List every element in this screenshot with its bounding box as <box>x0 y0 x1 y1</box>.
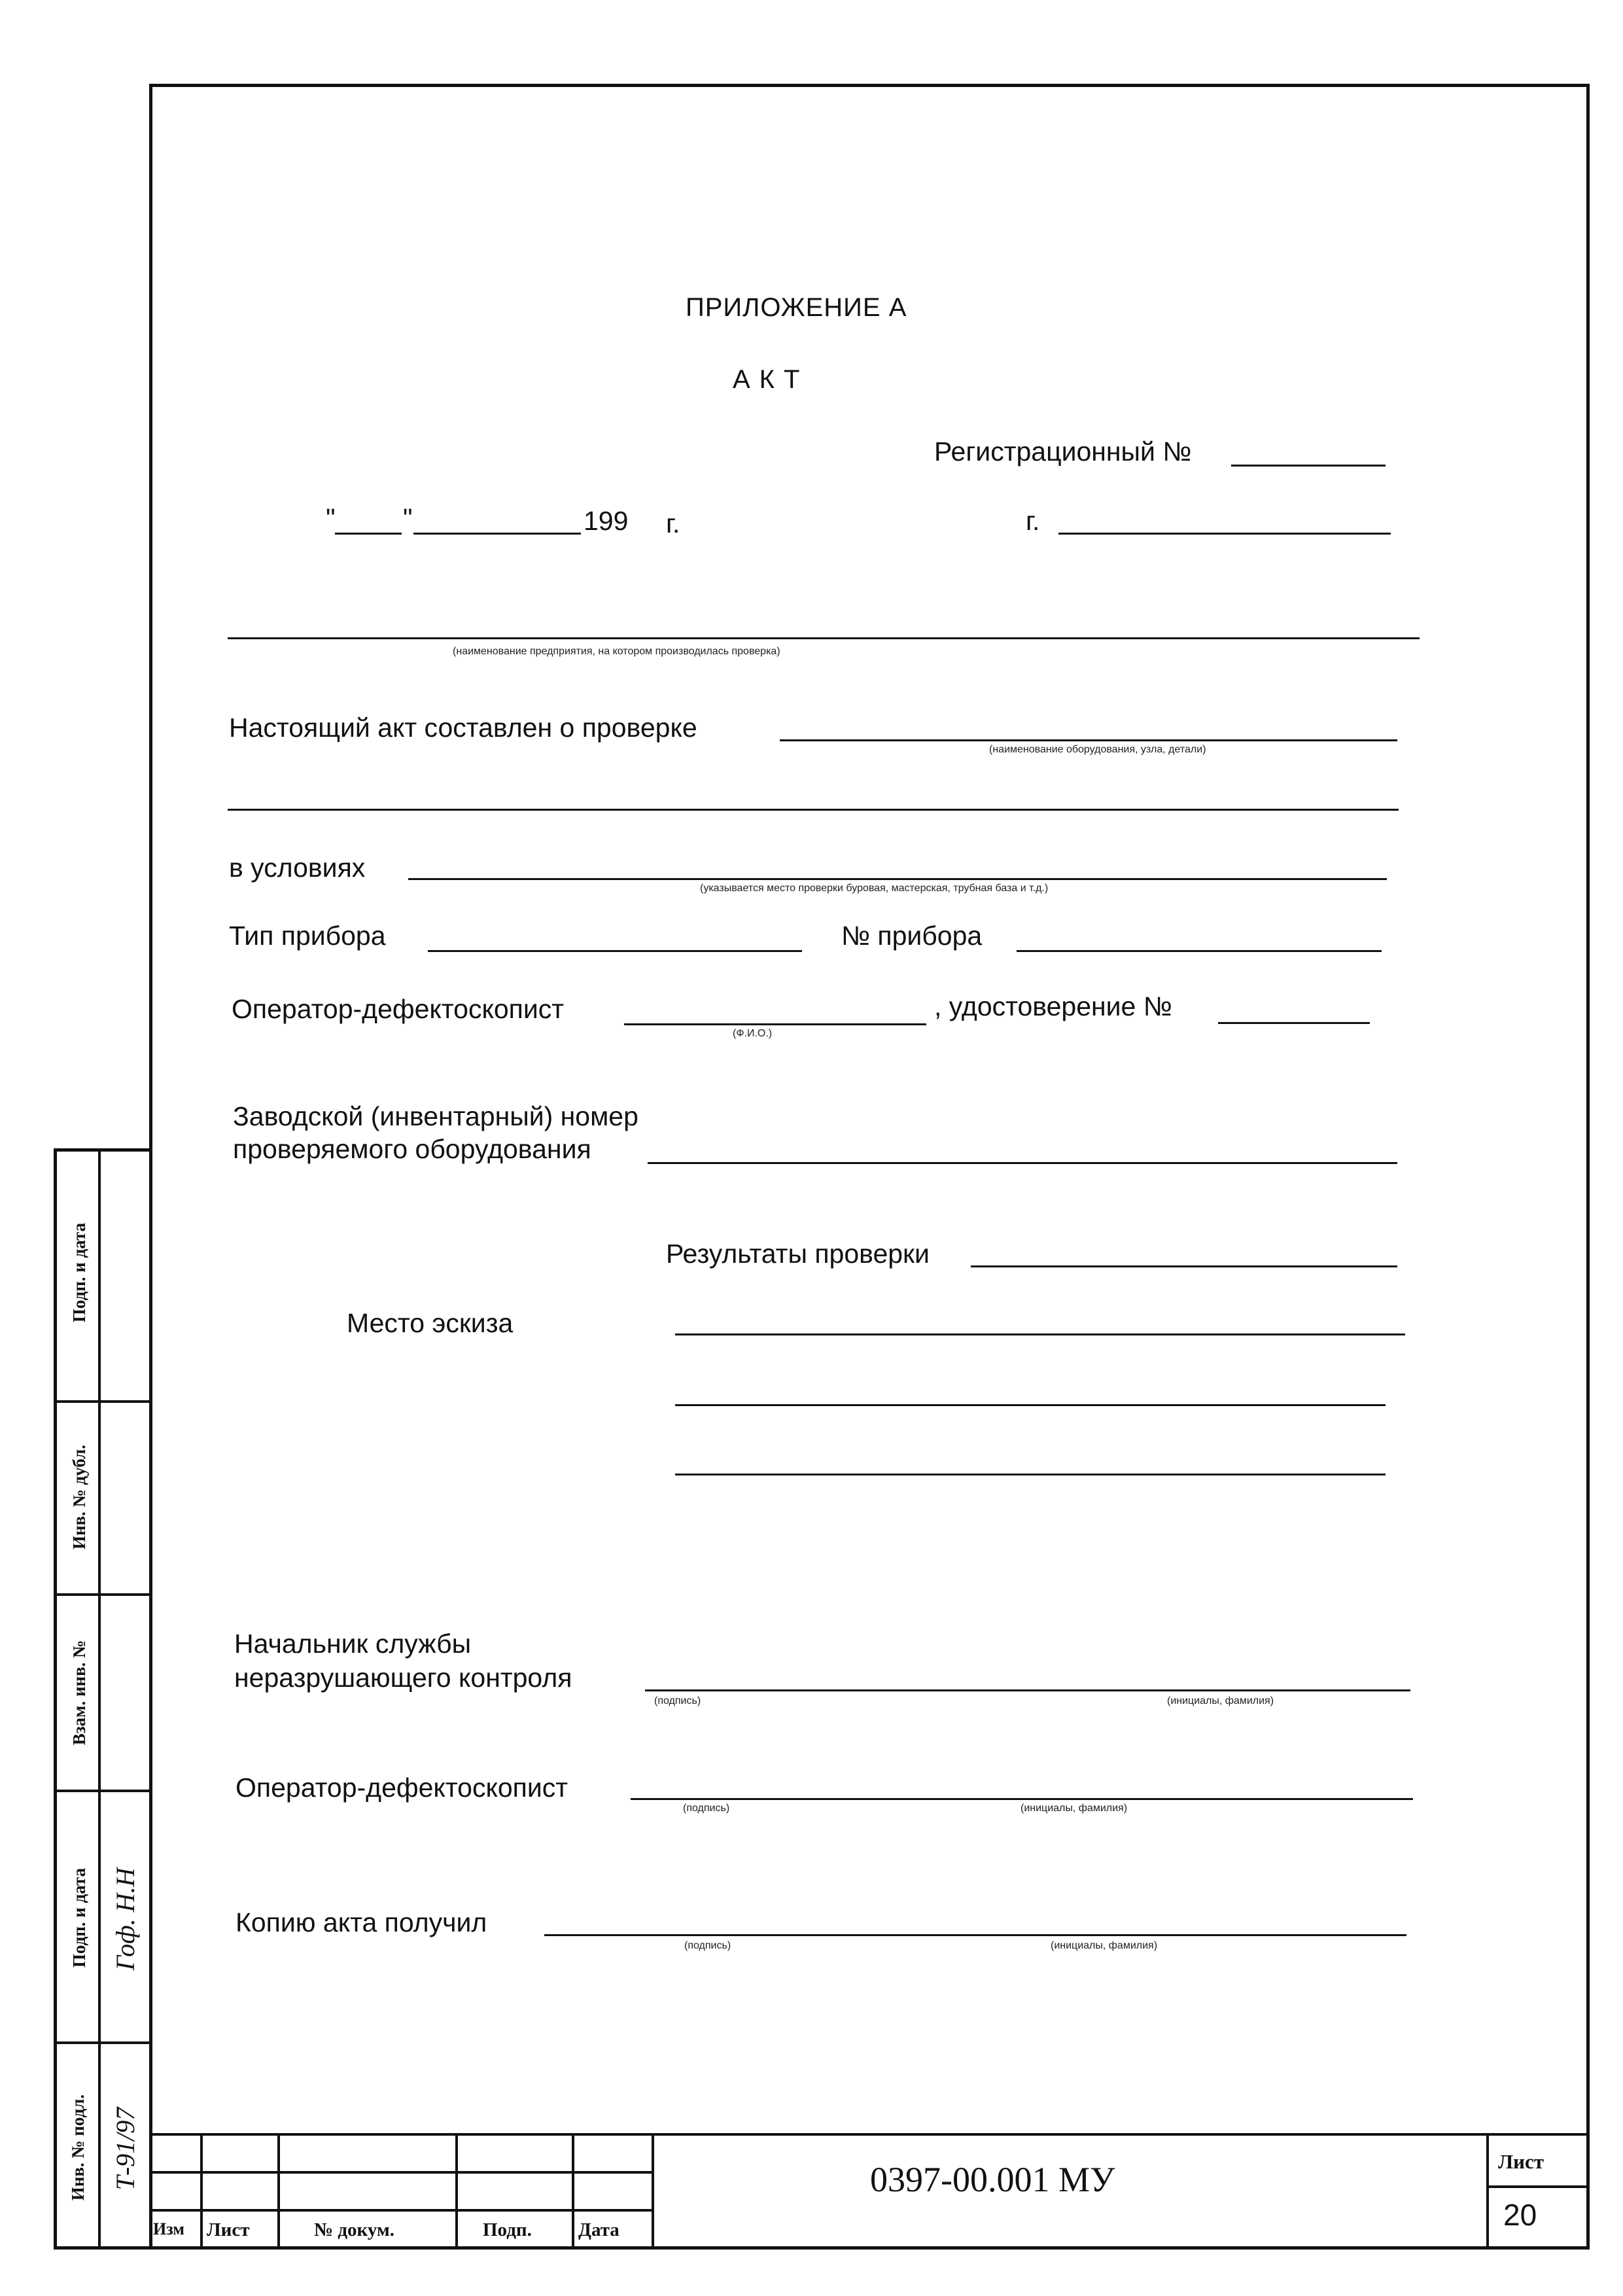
device-no-label: № прибора <box>841 921 983 951</box>
city-field[interactable] <box>1058 533 1391 535</box>
chief-label-2: неразрушающего контроля <box>234 1663 572 1693</box>
appendix-title: ПРИЛОЖЕНИЕ А <box>686 293 907 322</box>
device-type-field[interactable] <box>428 950 802 952</box>
date-day-field[interactable] <box>335 533 402 535</box>
tb-sheet-row-line <box>1486 2185 1590 2188</box>
title-block-top <box>149 2133 1590 2136</box>
side-label-podp-data-2: Подп. и дата <box>69 1867 89 1968</box>
device-type-label: Тип прибора <box>229 921 386 951</box>
date-quote-close: " <box>403 503 413 533</box>
date-quote-open: " <box>326 503 336 533</box>
device-no-field[interactable] <box>1017 950 1382 952</box>
date-year-prefix: 199 <box>584 506 629 536</box>
sketch-label: Место эскиза <box>347 1308 514 1338</box>
results-label: Результаты проверки <box>666 1239 930 1269</box>
side-inv-value: Т-91/97 <box>111 2107 140 2191</box>
check-label: Настоящий акт составлен о проверке <box>229 713 697 743</box>
conditions-caption: (указывается место проверки буровая, мастерская, трубная база и т.д.) <box>700 883 1049 894</box>
tb-col-docnum: № докум. <box>314 2219 394 2240</box>
side-stamp-divider <box>98 1148 101 2250</box>
tb-col-line <box>455 2133 458 2250</box>
side-label-inv-podl: Инв. № подл. <box>68 2094 88 2201</box>
chief-label-1: Начальник службы <box>234 1629 472 1659</box>
copy-sign-caption: (подпись) <box>684 1940 731 1951</box>
operator-sign-caption: (подпись) <box>683 1803 730 1814</box>
tb-col-data: Дата <box>578 2219 620 2240</box>
results-field-2[interactable] <box>675 1333 1405 1335</box>
check-field-line-2[interactable] <box>228 809 1399 811</box>
tb-col-line <box>652 2133 654 2250</box>
side-stamp-row-line <box>54 1790 152 1792</box>
results-field-4[interactable] <box>675 1474 1386 1475</box>
operator-field[interactable] <box>624 1023 926 1025</box>
date-year-suffix: г. <box>666 508 680 539</box>
side-label-podp-data-1: Подп. и дата <box>69 1222 89 1323</box>
enterprise-field[interactable] <box>228 637 1420 639</box>
certificate-field[interactable] <box>1218 1022 1370 1024</box>
serial-field[interactable] <box>648 1162 1397 1164</box>
operator-sign-label: Оператор-дефектоскопист <box>236 1773 568 1803</box>
tb-col-line <box>200 2133 203 2250</box>
copy-name-caption: (инициалы, фамилия) <box>1051 1940 1158 1951</box>
sheet-label: Лист <box>1498 2150 1544 2173</box>
title-block-row-1 <box>149 2171 653 2174</box>
enterprise-caption: (наименование предприятия, на котором производилась проверка) <box>453 646 780 657</box>
chief-sign-caption: (подпись) <box>654 1695 701 1706</box>
serial-label-2: проверяемого оборудования <box>233 1134 591 1164</box>
tb-col-line <box>572 2133 574 2250</box>
reg-number-label: Регистрационный № <box>934 436 1192 467</box>
conditions-label: в условиях <box>229 853 366 883</box>
operator-caption: (Ф.И.О.) <box>733 1028 773 1039</box>
copy-label: Копию акта получил <box>236 1907 487 1937</box>
operator-signature-field[interactable] <box>631 1798 1413 1800</box>
tb-col-podp: Подп. <box>483 2219 532 2240</box>
operator-name-caption: (инициалы, фамилия) <box>1021 1803 1128 1814</box>
tb-sheet-col-line <box>1486 2133 1489 2250</box>
side-sign-value: Гоф. Н.Н <box>111 1867 140 1971</box>
side-stamp-row-line <box>54 1593 152 1596</box>
side-label-vzam-inv: Взам. инв. № <box>69 1640 89 1746</box>
copy-signature-field[interactable] <box>544 1934 1406 1936</box>
check-caption: (наименование оборудования, узла, детали) <box>989 744 1206 755</box>
act-title: АКТ <box>733 365 809 394</box>
results-field-1[interactable] <box>971 1265 1397 1267</box>
tb-col-izm: Изм <box>153 2219 185 2238</box>
certificate-label: , удостоверение № <box>934 991 1172 1021</box>
tb-col-line <box>277 2133 280 2250</box>
serial-label-1: Заводской (инвентарный) номер <box>233 1101 638 1131</box>
conditions-field[interactable] <box>408 878 1387 880</box>
side-label-inv-dubl: Инв. № дубл. <box>69 1444 89 1550</box>
operator-label: Оператор-дефектоскопист <box>232 994 565 1024</box>
doc-code: 0397-00.001 МУ <box>870 2160 1115 2199</box>
title-block-row-2 <box>149 2209 653 2212</box>
city-prefix: г. <box>1026 506 1040 536</box>
tb-col-list: Лист <box>207 2219 250 2240</box>
chief-signature-field[interactable] <box>645 1689 1410 1691</box>
reg-number-field[interactable] <box>1231 465 1386 467</box>
chief-name-caption: (инициалы, фамилия) <box>1167 1695 1274 1706</box>
sheet-number: 20 <box>1503 2198 1537 2232</box>
results-field-3[interactable] <box>675 1404 1386 1406</box>
check-field[interactable] <box>780 739 1397 741</box>
side-stamp-row-line <box>54 1400 152 1403</box>
side-stamp-row-line <box>54 2041 152 2044</box>
date-month-field[interactable] <box>413 533 581 535</box>
